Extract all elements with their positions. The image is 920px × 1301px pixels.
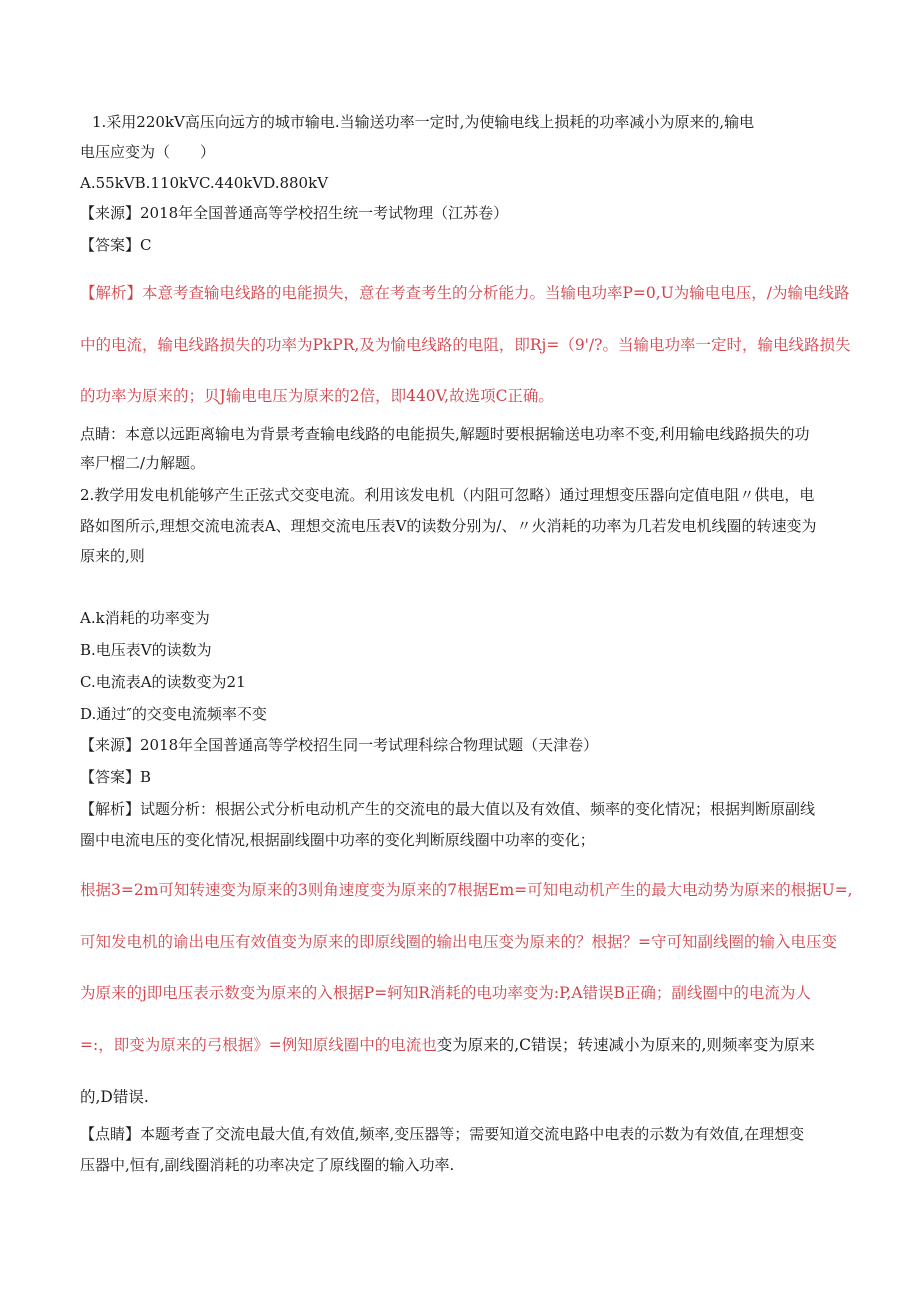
- q2-mixed-line-black: 变为原来的,C错误；转速减小为原来的,则频率变为原来: [436, 1036, 815, 1054]
- q1-analysis-line2: 中的电流，输电线路损失的功率为PkPR,及为愉电线路的电阻，即Rj=（9'/?。当输电功率一定时，输电线路损失: [80, 336, 851, 354]
- q1-stem-line2: 电压应变为（ ）: [80, 143, 216, 161]
- q2-comment-line2: 压器中,恒有,副线圈消耗的功率决定了原线圈的输入功率.: [80, 1156, 455, 1174]
- q1-options: A.55kVB.110kVC.440kVD.880kV: [80, 174, 329, 192]
- q2-red-line2: 可知发电机的谕出电压有效值变为原来的即原线圈的输出电压变为原来的？根据？=守可知副线圈的输入电压变: [80, 933, 837, 951]
- q1-stem-line1: 1.采用220kV高压向远方的城市输电.当输送功率一定时,为使输电线上损耗的功率减小为原来的,输电: [92, 113, 755, 131]
- q2-comment-line1: 【点睛】本题考查了交流电最大值,有效值,频率,变压器等；需要知道交流电路中电表的示数为有效值,在理想变: [80, 1125, 805, 1143]
- q1-source: 【来源】2018年全国普通高等学校招生统一考试物理（江苏卷）: [80, 204, 509, 222]
- q2-option-a: A.k消耗的功率变为: [80, 609, 210, 627]
- q1-answer: 【答案】C: [80, 236, 152, 254]
- q2-source: 【来源】2018年全国普通高等学校招生同一考试理科综合物理试题（天津卷）: [80, 736, 599, 754]
- q2-option-b: B.电压表V的读数为: [80, 641, 212, 659]
- q2-mixed-line-red: =:，即变为原来的弓根据》=例知原线圈中的电流也: [80, 1036, 437, 1054]
- q1-comment-line1: 点睛：本意以远距离输电为背景考查输电线路的电能损失,解题时要根据输送电功率不变,利用输电线路损失的功: [80, 425, 810, 443]
- q2-stem-line2: 路如图所示,理想交流电流表A、理想交流电压表V的读数分别为/、〃火消耗的功率为几若发电机线圈的转速变为: [80, 517, 817, 535]
- q1-analysis-line1: 【解析】本意考查输电线路的电能损失，意在考查考生的分析能力。当输电功率P=0,U为输电电压，/为输电线路: [80, 284, 850, 302]
- q1-comment-line2: 率尸榴二/力解题。: [80, 454, 206, 472]
- q2-stem-line1: 2.教学用发电机能够产生正弦式交变电流。利用该发电机（内阻可忽略）通过理想变压器向定值电阻〃供电，电: [80, 486, 815, 504]
- q2-last-line: 的,D错误.: [80, 1088, 149, 1106]
- q2-stem-line3: 原来的,则: [80, 547, 145, 565]
- q1-analysis-line3: 的功率为原来的；贝J输电电压为原来的2倍，即440V,故选项C正确。: [80, 387, 554, 405]
- q2-red-line3: 为原来的j即电压表示数变为原来的入根据P=轲知R消耗的电功率变为:P,A错误B正确；副线圈中的电流为人: [80, 984, 811, 1002]
- q2-mixed-line: [80, 1035, 815, 1055]
- q2-red-line1: 根据3=2m可知转速变为原来的3则角速度变为原来的7根据Em=可知电动机产生的最大电动势为原来的根据U=,: [80, 881, 853, 899]
- q2-analysis-line1: 【解析】试题分析：根据公式分析电动机产生的交流电的最大值以及有效值、频率的变化情况；根据判断原副线: [80, 800, 816, 818]
- q2-answer: 【答案】B: [80, 768, 152, 786]
- q2-analysis-line2: 圈中电流电压的变化情况,根据副线圈中功率的变化判断原线圈中功率的变化；: [80, 831, 595, 849]
- q2-option-d: D.通过″的交变电流频率不变: [80, 705, 267, 723]
- q2-option-c: C.电流表A的读数变为21: [80, 673, 246, 691]
